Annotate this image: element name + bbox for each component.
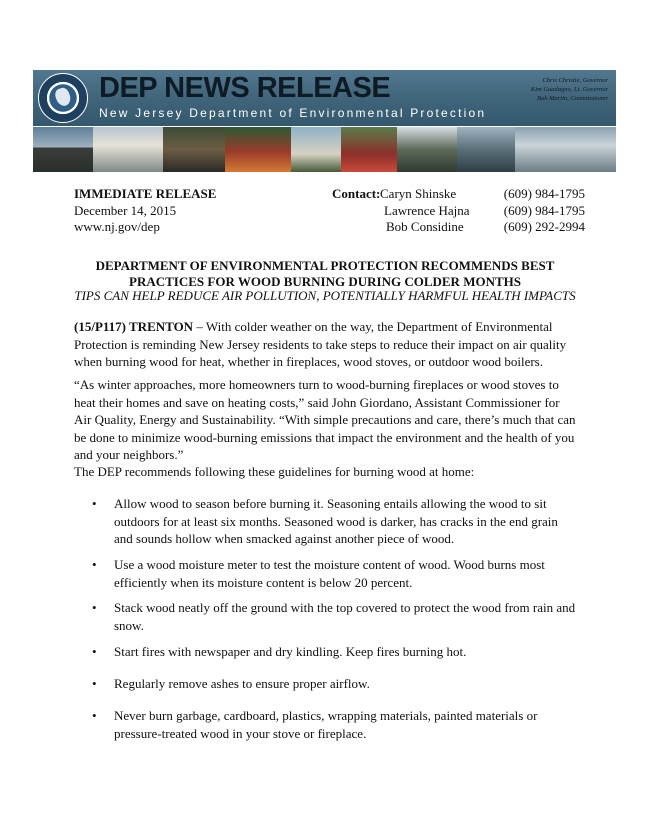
contact-name: Caryn Shinske (380, 186, 457, 201)
photo-fire-truck (341, 127, 397, 172)
contact-phone: (609) 984-1795 (503, 186, 585, 201)
photo-kayaks (225, 127, 291, 172)
headline-line-2: PRACTICES FOR WOOD BURNING DURING COLDER MONTHS (129, 274, 521, 289)
photo-bench-lake (457, 127, 515, 172)
photo-water (33, 127, 93, 172)
official-governor: Chris Christie, Governor (542, 77, 608, 84)
bullet-icon: • (92, 557, 97, 572)
list-item-text: Allow wood to season before burning it. Seasoning entails allowing the wood to sit outdoors for at least six months. Seasoned wood is darker, has cracks in the end grain and sounds hollow when smacked against another piece of wood. (114, 496, 558, 546)
officials-list (531, 76, 608, 103)
contact-phone: (609) 984-1795 (503, 202, 585, 218)
contact-row (380, 203, 585, 220)
release-date: December 14, 2015 (74, 202, 177, 218)
dateline: (15/P117) TRENTON (74, 319, 194, 334)
photo-wildlife (397, 127, 457, 172)
headline (74, 258, 576, 290)
official-commissioner: Bob Martin, Commissioner (537, 95, 608, 102)
release-type: IMMEDIATE RELEASE (74, 186, 217, 201)
photo-eagle (515, 127, 616, 172)
contact-row (380, 219, 585, 236)
bullet-icon: • (92, 600, 97, 615)
contact-name: Bob Considine (386, 219, 464, 234)
official-lt-governor: Kim Guadagno, Lt. Governor (530, 86, 608, 93)
guidelines-intro: The DEP recommends following these guidelines for burning wood at home: (74, 464, 475, 479)
photo-lighthouse (93, 127, 163, 172)
contact-row (380, 186, 585, 203)
bullet-icon: • (92, 496, 97, 511)
release-website[interactable]: www.nj.gov/dep (74, 219, 160, 234)
photo-hikers (163, 127, 225, 172)
subheadline: TIPS CAN HELP REDUCE AIR POLLUTION, POTENTIALLY HARMFUL HEALTH IMPACTS (74, 288, 576, 303)
bullet-icon: • (92, 676, 97, 691)
list-item-text: Start fires with newspaper and dry kindling. Keep fires burning hot. (114, 644, 467, 659)
contact-phone: (609) 292-2994 (503, 219, 585, 234)
banner-title: DEP NEWS RELEASE (99, 72, 391, 104)
photo-strip (33, 127, 616, 172)
bullet-icon: • (92, 708, 97, 723)
list-item-text: Regularly remove ashes to ensure proper airflow. (114, 676, 370, 691)
intro-text: – With colder weather on the way, the Department of Environmental Protection is reminding New Jersey residents to take steps to reduce their impact on air quality when burning wood for heat, whether in fireplaces, wood stoves, or outdoor wood boilers. (74, 319, 567, 369)
nj-dep-seal-icon (38, 73, 88, 123)
intro-paragraph (74, 318, 577, 371)
quote-paragraph: “As winter approaches, more homeowners turn to wood-burning fireplaces or wood stoves to heat their homes and save on heating costs,” said John Giordano, Assistant Commissioner for Air Quality, Energy and Sustainability. “With simple precautions and care, there’s much that can be done to minimize wood-burning emissions that impact the environment and the health of you and your neighbors.” (74, 377, 576, 462)
list-item-text: Stack wood neatly off the ground with the top covered to protect the wood from rain and snow. (114, 600, 576, 633)
contact-label: Contact: (332, 186, 381, 201)
list-item-text: Never burn garbage, cardboard, plastics, wrapping materials, painted materials or pressure-treated wood in your stove or fireplace. (114, 708, 538, 741)
bullet-icon: • (92, 644, 97, 659)
contact-name: Lawrence Hajna (384, 202, 470, 218)
release-info (74, 186, 216, 236)
headline-line-1: DEPARTMENT OF ENVIRONMENTAL PROTECTION RECOMMENDS BEST (95, 258, 555, 273)
contact-list (380, 186, 585, 236)
list-item-text: Use a wood moisture meter to test the moisture content of wood. Wood burns most efficiently when its moisture content is below 20 percent. (114, 557, 545, 590)
header-banner (33, 70, 616, 126)
photo-coast (291, 127, 341, 172)
banner-subtitle: New Jersey Department of Environmental Protection (99, 106, 487, 120)
